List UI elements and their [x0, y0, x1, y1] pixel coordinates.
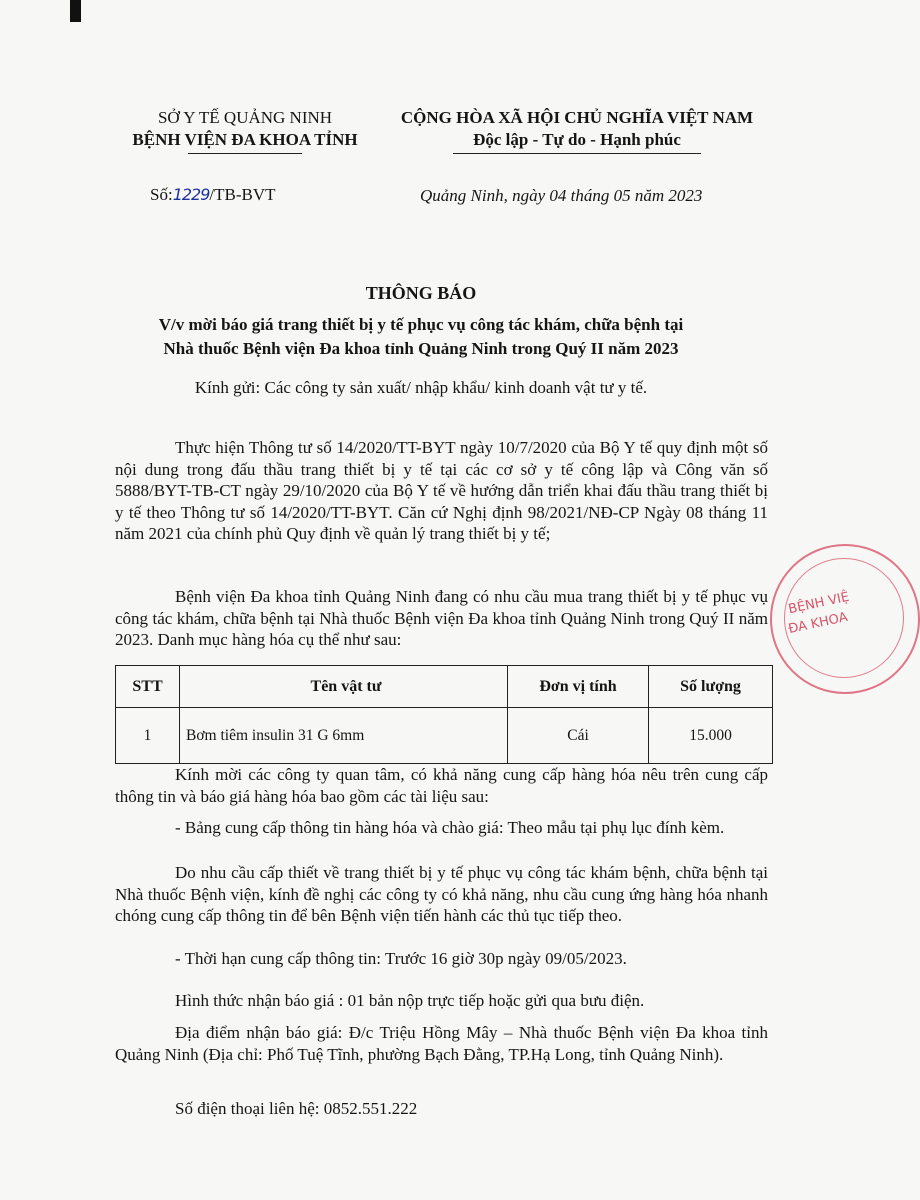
country-name: CỘNG HÒA XÃ HỘI CHỦ NGHĨA VIỆT NAM — [400, 108, 754, 127]
form-item-text: - Bảng cung cấp thông tin hàng hóa và chào giá: Theo mẫu tại phụ lục đính kèm. — [175, 818, 725, 837]
paragraph-submission-method: Hình thức nhận báo giá : 01 bản nộp trực tiếp hoặc gửi qua bưu điện. — [175, 991, 645, 1010]
document-number — [150, 185, 276, 205]
national-motto-block — [372, 107, 782, 154]
table-row — [116, 708, 773, 764]
table-header-row — [116, 666, 773, 708]
header-unit: Đơn vị tính — [508, 666, 649, 708]
document-title: THÔNG BÁO — [365, 283, 477, 303]
issuing-agency-block — [80, 107, 410, 154]
handwritten-number: 1229 — [172, 185, 210, 204]
place-date: Quảng Ninh, ngày 04 tháng 05 năm 2023 — [420, 186, 703, 205]
scan-corner-mark — [70, 0, 81, 22]
paragraph-contact-phone: Số điện thoại liên hệ: 0852.551.222 — [175, 1099, 418, 1118]
stamp-text-2: ĐA KHOA — [787, 609, 849, 638]
red-seal-stamp — [770, 544, 920, 694]
header-item-name: Tên vật tư — [180, 666, 508, 708]
agency-underline — [188, 153, 302, 154]
organization-name: BỆNH VIỆN ĐA KHOA TỈNH — [132, 130, 358, 149]
recipient-line: Kính gửi: Các công ty sản xuất/ nhập khẩu/ kinh doanh vật tư y tế. — [194, 378, 648, 397]
cell-unit: Cái — [508, 708, 649, 764]
motto-underline — [453, 153, 701, 154]
cell-stt: 1 — [116, 708, 180, 764]
paragraph-urgency: Do nhu cầu cấp thiết về trang thiết bị y tế phục vụ công tác khám bệnh, chữa bệnh tại Nhà thuốc Bệnh viện, kính đề nghị các công ty có khả năng, nhu cầu cung ứng hàng hóa nhanh chóng cung cấp thông tin để bên Bệnh viện tiến hành các thủ tục tiếp theo. — [115, 863, 768, 926]
paragraph-form-item — [115, 817, 768, 839]
number-suffix: /TB-BVT — [209, 185, 276, 204]
motto: Độc lập - Tự do - Hạnh phúc — [473, 130, 681, 149]
header-quantity: Số lượng — [649, 666, 773, 708]
paragraph-purchase-need: Bệnh viện Đa khoa tỉnh Quảng Ninh đang có nhu cầu mua trang thiết bị y tế phục vụ công tác khám, chữa bệnh tại Nhà thuốc Bệnh viện Đa khoa tỉnh Quảng Ninh trong Quý II năm 2023. Danh mục hàng hóa cụ thể như sau: — [115, 587, 768, 650]
cell-item-name: Bơm tiêm insulin 31 G 6mm — [180, 708, 508, 764]
subject-line-2: Nhà thuốc Bệnh viện Đa khoa tỉnh Quảng Ninh trong Quý II năm 2023 — [163, 339, 679, 358]
cell-quantity: 15.000 — [649, 708, 773, 764]
paragraph-deadline: - Thời hạn cung cấp thông tin: Trước 16 giờ 30p ngày 09/05/2023. — [175, 949, 627, 968]
stamp-text-1: BỆNH VIỆ — [787, 589, 851, 618]
number-prefix: Số: — [150, 185, 173, 204]
header-stt: STT — [116, 666, 180, 708]
paragraph-submission-address: Địa điểm nhận báo giá: Đ/c Triệu Hồng Mây – Nhà thuốc Bệnh viện Đa khoa tỉnh Quảng Ninh (Địa chỉ: Phố Tuệ Tĩnh, phường Bạch Đằng, TP.Hạ Long, tỉnh Quảng Ninh). — [115, 1023, 768, 1064]
document-subject — [90, 313, 752, 361]
parent-organization: SỞ Y TẾ QUẢNG NINH — [157, 108, 333, 127]
paragraph-legal-basis: Thực hiện Thông tư số 14/2020/TT-BYT ngày 10/7/2020 của Bộ Y tế quy định một số nội dung trong đấu thầu trang thiết bị y tế tại các cơ sở y tế công lập và Công văn số 5888/BYT-TB-CT ngày 29/10/2020 của Bộ Y tế về hướng dẫn triển khai đấu thầu trang thiết bị y tế theo Thông tư số 14/2020/TT-BYT. Căn cứ Nghị định 98/2021/NĐ-CP Ngày 08 tháng 11 năm 2021 của chính phủ Quy định về quản lý trang thiết bị y tế; — [115, 438, 768, 544]
paragraph-invitation: Kính mời các công ty quan tâm, có khả năng cung cấp hàng hóa nêu trên cung cấp thông tin và báo giá hàng hóa bao gồm các tài liệu sau: — [115, 765, 768, 806]
subject-line-1: V/v mời báo giá trang thiết bị y tế phục vụ công tác khám, chữa bệnh tại — [158, 315, 684, 334]
goods-table — [115, 665, 773, 764]
